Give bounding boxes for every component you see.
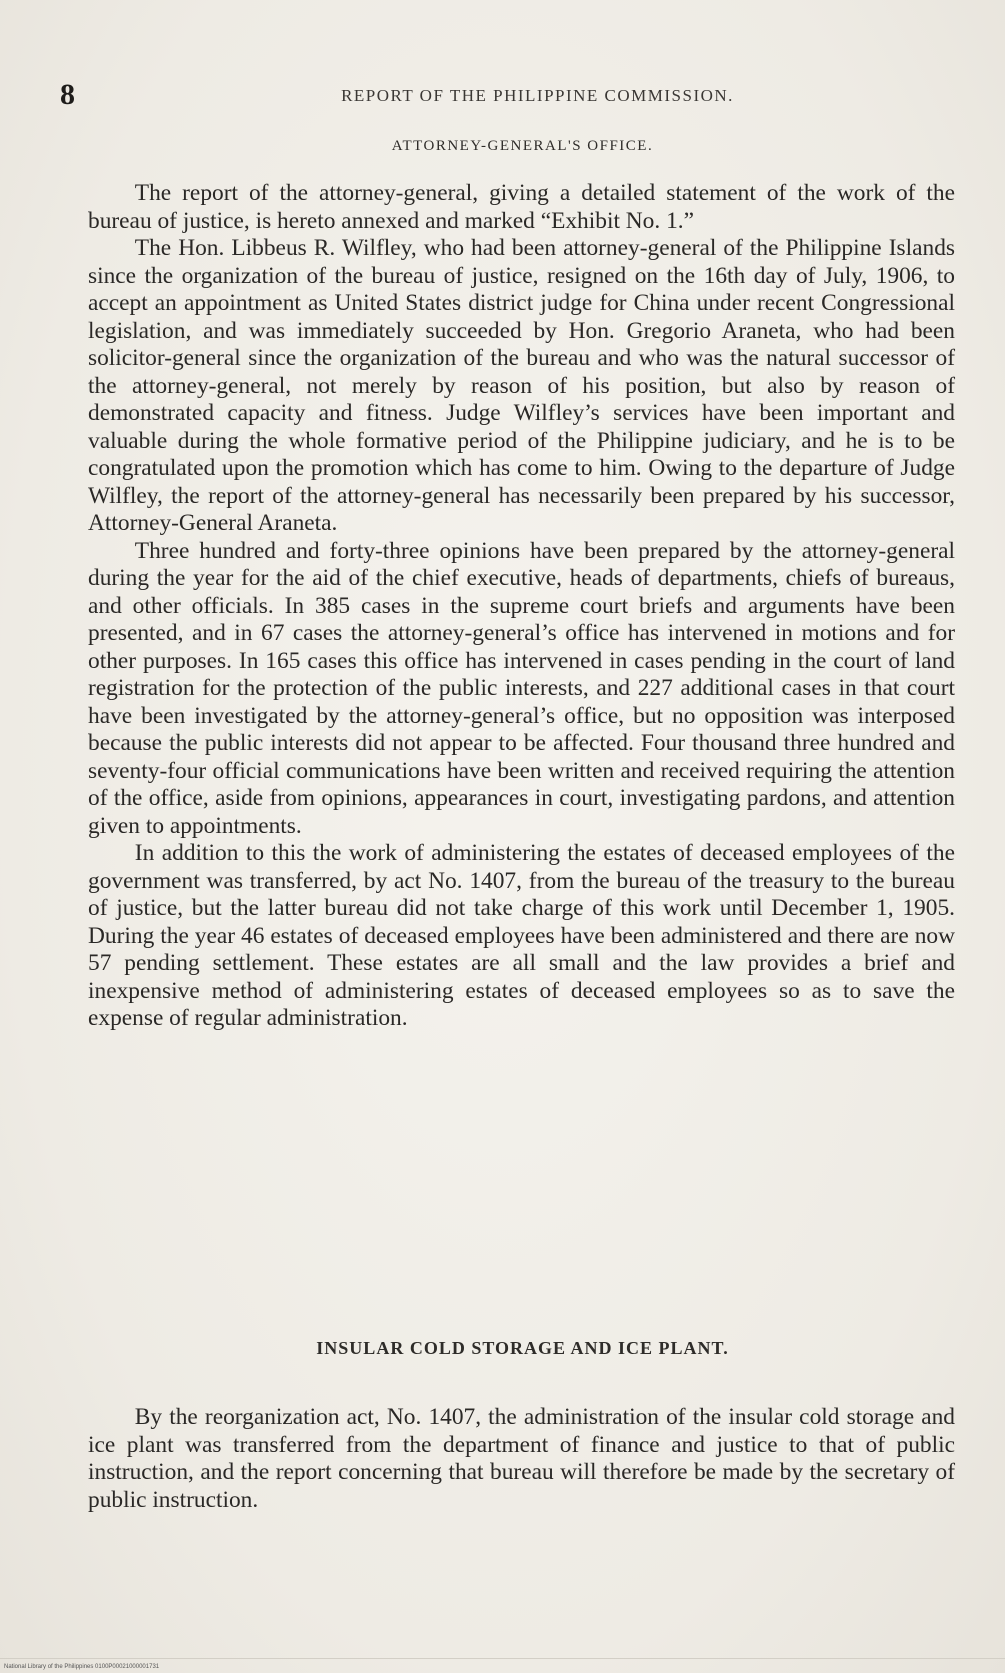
- footer-divider: [0, 1658, 1005, 1659]
- running-head: [60, 78, 955, 114]
- scan-credit: National Library of the Philippines 0100P00021000001731: [4, 1664, 160, 1670]
- section-body-cold-storage: [88, 1404, 955, 1514]
- paragraph: The report of the attorney-general, giving a detailed statement of the work of the bureau of justice, is hereto annexed and marked “Exhibit No. 1.”: [88, 180, 955, 234]
- page-number: 8: [60, 78, 75, 111]
- running-title: REPORT OF THE PHILIPPINE COMMISSION.: [341, 86, 734, 105]
- paragraph: In addition to this the work of administering the estates of deceased employees of the government was transferred, by act No. 1407, from the bureau of the treasury to the bureau of justice, but the latter bureau did not take charge of this work until December 1, 1905. During the year 46 estates of deceased employees have been administered and there are now 57 pending settlement. These estates are all small and the law provides a brief and inexpensive method of administering estates of deceased employees so as to save the expense of regular administration.: [88, 840, 955, 1031]
- paragraph: By the reorganization act, No. 1407, the administration of the insular cold storage and ice plant was transferred from the department of finance and justice to that of public instruction, and the report concerning that bureau will therefore be made by the secretary of public instruction.: [88, 1404, 955, 1513]
- paragraph: The Hon. Libbeus R. Wilfley, who had been attorney-general of the Philippine Islands since the organization of the bureau of justice, resigned on the 16th day of July, 1906, to accept an appointment as United States district judge for China under recent Congressional legislation, and was immediately succeeded by Hon. Gregorio Araneta, who had been solicitor-general since the organization of the bureau and who was the natural successor of the attorney-general, not merely by reason of his position, but also by reason of demonstrated capacity and fitness. Judge Wilfley’s services have been important and valuable during the whole formative period of the Philippine judiciary, and he is to be congratulated upon the promotion which has come to him. Owing to the departure of Judge Wilfley, the report of the attorney-general has necessarily been prepared by his successor, Attorney-General Araneta.: [88, 235, 955, 536]
- section-heading-cold-storage: INSULAR COLD STORAGE AND ICE PLANT.: [316, 1338, 729, 1358]
- paragraph: Three hundred and forty-three opinions have been prepared by the attorney-general during the year for the aid of the chief executive, heads of departments, chiefs of bureaus, and other officials. In 385 cases in the supreme court briefs and arguments have been presented, and in 67 cases the attorney-general’s office has intervened in motions and for other purposes. In 165 cases this office has intervened in cases pending in the court of land registration for the protection of the public interests, and 227 additional cases in that court have been investigated by the attorney-general’s office, but no opposition was interposed because the public interests did not appear to be affected. Four thousand three hundred and seventy-four official communications have been written and received requiring the attention of the office, aside from opinions, appearances in court, investigating pardons, and attention given to appointments.: [88, 537, 955, 839]
- section-body-attorney-general: [88, 180, 955, 1033]
- section-heading-attorney-general: ATTORNEY-GENERAL'S OFFICE.: [391, 138, 654, 154]
